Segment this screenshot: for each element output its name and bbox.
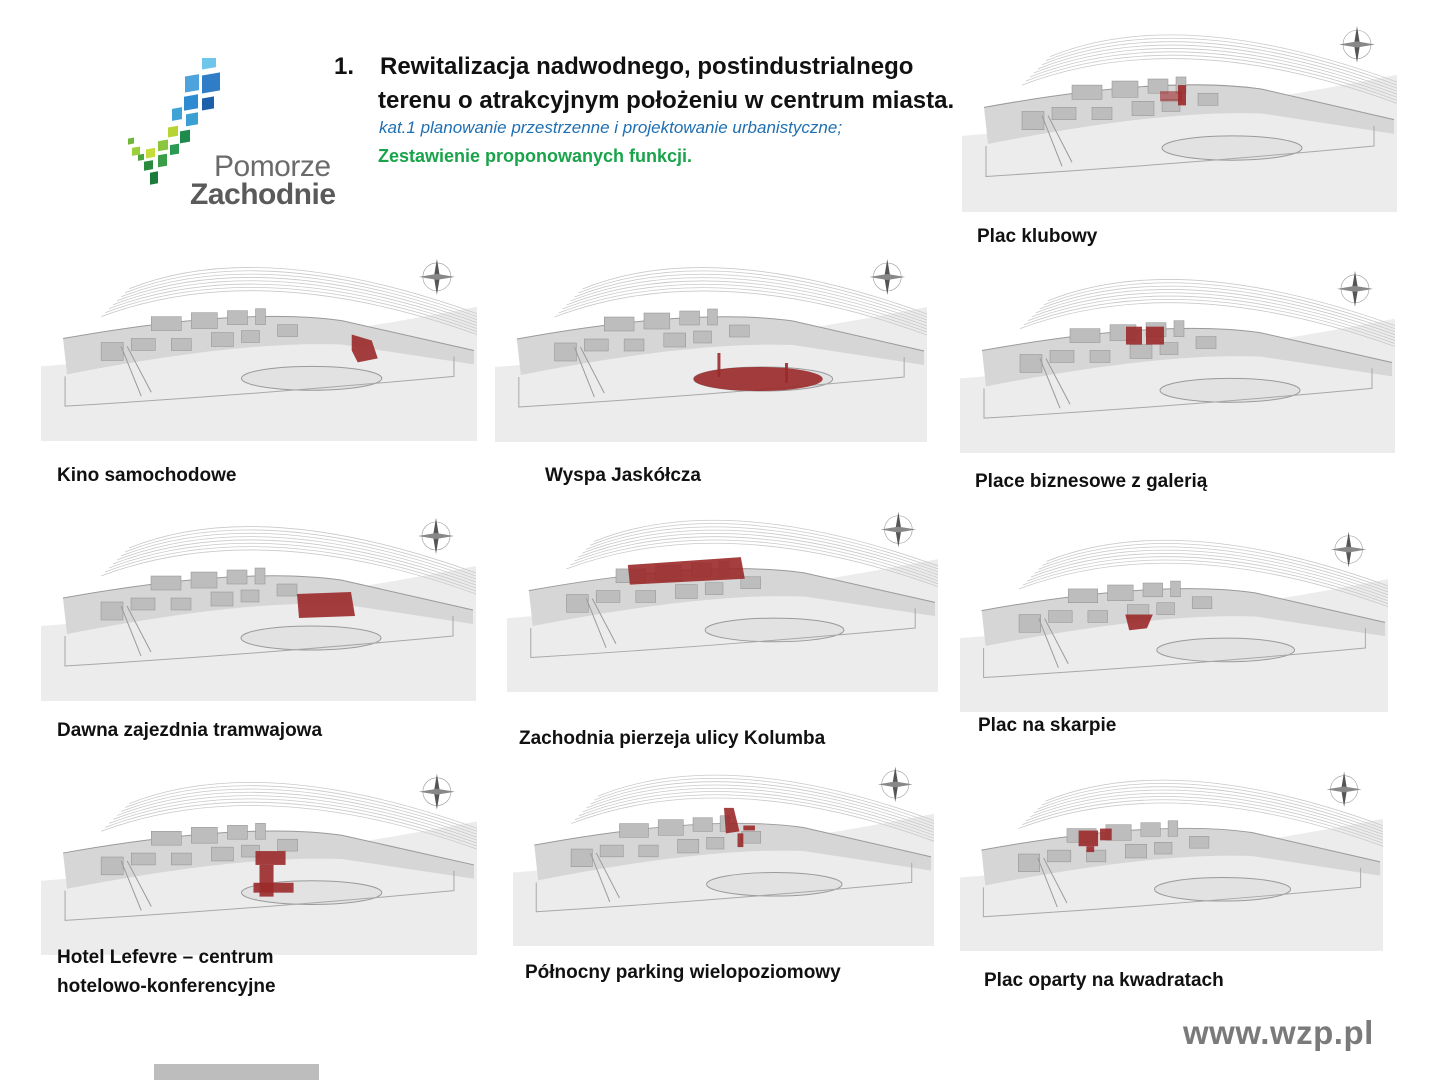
logo-text-pomorze: Pomorze [214, 150, 331, 183]
island [241, 366, 381, 390]
highlight-area [785, 363, 788, 383]
site-plan-kino [41, 247, 477, 441]
building [1108, 585, 1134, 601]
building [1068, 589, 1098, 603]
site-plan-drawing [960, 259, 1395, 453]
title-line-2: terenu o atrakcyjnym położeniu w centrum miasta. [378, 87, 955, 114]
building [1196, 337, 1216, 349]
building [1052, 107, 1076, 119]
building [1018, 854, 1039, 872]
building [1198, 93, 1218, 105]
highlight-area [297, 592, 355, 618]
building [1130, 345, 1152, 359]
building [619, 824, 648, 838]
highlight-area [1100, 829, 1112, 841]
building [1125, 844, 1146, 858]
building [278, 839, 298, 851]
building [658, 820, 683, 836]
site-plan-zajezdnia [41, 506, 476, 701]
caption-plac-klubowy: Plac klubowy [977, 226, 1098, 247]
building [729, 325, 749, 337]
subtitle-text: Zestawienie proponowanych funkcji. [378, 146, 693, 166]
building [171, 339, 191, 351]
logo-text-zachodnie: Zachodnie [190, 178, 336, 211]
building [1072, 85, 1102, 99]
highlight-area [738, 833, 744, 847]
caption-kwadraty: Plac oparty na kwadratach [984, 970, 1224, 991]
building [241, 331, 259, 343]
building [1022, 111, 1044, 129]
highlight-area [743, 826, 755, 831]
building [693, 818, 712, 832]
building [191, 572, 217, 588]
title-line-1: Rewitalizacja nadwodnego, postindustrialnego [380, 53, 914, 80]
building [678, 839, 699, 853]
building [741, 831, 760, 843]
building [675, 585, 697, 599]
site-plan-drawing [507, 500, 938, 692]
footer-url[interactable]: www.wzp.pl [1183, 1014, 1374, 1051]
building [131, 853, 155, 865]
building [664, 333, 686, 347]
building [639, 845, 658, 857]
caption-pierzeja: Zachodnia pierzeja ulicy Kolumba [519, 728, 826, 749]
building [101, 343, 123, 361]
building [694, 331, 712, 343]
building [1192, 597, 1212, 609]
highlight-area [694, 367, 823, 391]
building [131, 598, 155, 610]
site-plan-drawing [495, 247, 927, 442]
site-plan-pierzeja [507, 500, 938, 692]
building [1171, 581, 1181, 597]
building [191, 313, 217, 329]
building [1049, 611, 1073, 623]
building [101, 857, 123, 875]
building [211, 333, 233, 347]
building [1048, 850, 1071, 862]
building [1132, 101, 1154, 115]
building [571, 849, 592, 867]
building [1143, 583, 1163, 597]
building [1174, 321, 1184, 337]
building [596, 591, 620, 603]
building [680, 311, 700, 325]
building [101, 602, 123, 620]
building [131, 339, 155, 351]
building [171, 598, 191, 610]
building [211, 847, 233, 861]
caption-hotel [57, 943, 276, 1001]
building [644, 313, 670, 329]
building [151, 317, 181, 331]
building [227, 311, 247, 325]
building [227, 825, 247, 839]
island [707, 873, 842, 897]
building [1141, 823, 1160, 837]
island [705, 618, 844, 642]
site-plan-drawing [960, 760, 1383, 951]
island [241, 626, 381, 650]
caption-parking: Północny parking wielopoziomowy [525, 962, 841, 983]
building [227, 570, 247, 584]
building [241, 590, 259, 602]
site-plan-hotel [41, 762, 477, 955]
building [555, 343, 577, 361]
building [636, 591, 656, 603]
site-plan-parking [513, 755, 934, 946]
building [1168, 821, 1178, 837]
caption-hotel-line-2: hotelowo-konferencyjne [57, 976, 276, 997]
building [151, 576, 181, 590]
highlight-area [717, 353, 720, 377]
building [1154, 842, 1172, 854]
building [278, 325, 298, 337]
island [1160, 378, 1300, 402]
building [191, 827, 217, 843]
building [584, 339, 608, 351]
highlight-area [1126, 327, 1142, 345]
building [255, 823, 265, 839]
highlight-area [1086, 846, 1094, 852]
building [624, 339, 644, 351]
building [1157, 603, 1175, 615]
title-number: 1. [334, 53, 355, 80]
caption-kino: Kino samochodowe [57, 465, 237, 486]
bottom-bar [154, 1064, 319, 1080]
building [255, 309, 265, 325]
highlight-area [253, 883, 293, 893]
island [1162, 136, 1302, 160]
site-plan-kwadraty [960, 760, 1383, 951]
caption-place-biznesowe: Place biznesowe z galerią [975, 471, 1208, 492]
building [211, 592, 233, 606]
caption-hotel-line-1: Hotel Lefevre – centrum [57, 947, 274, 968]
building [1050, 351, 1074, 363]
site-plan-drawing [962, 14, 1397, 212]
slide-title [334, 50, 954, 118]
island [1154, 878, 1290, 902]
building [707, 837, 724, 849]
site-plan-drawing [41, 762, 477, 955]
building [1092, 107, 1112, 119]
site-plan-wyspa [495, 247, 927, 442]
highlight-area [255, 851, 285, 865]
building [1088, 611, 1108, 623]
site-plan-drawing [41, 506, 476, 701]
building [1020, 355, 1042, 373]
building [171, 853, 191, 865]
caption-skarpa: Plac na skarpie [978, 715, 1117, 736]
caption-wyspa: Wyspa Jaskółcza [545, 465, 701, 486]
site-plan-place-biznesowe [960, 259, 1395, 453]
category-text: kat.1 planowanie przestrzenne i projektowanie urbanistyczne; [379, 118, 843, 137]
site-plan-skarpa [960, 520, 1388, 712]
site-plan-drawing [41, 247, 477, 441]
building [1090, 351, 1110, 363]
site-plan-drawing [960, 520, 1388, 712]
caption-zajezdnia: Dawna zajezdnia tramwajowa [57, 720, 323, 741]
site-plan-drawing [513, 755, 934, 946]
building [566, 595, 588, 613]
building [1148, 79, 1168, 93]
building [604, 317, 634, 331]
building [255, 568, 265, 584]
building [1189, 836, 1208, 848]
building [277, 584, 297, 596]
building [600, 845, 623, 857]
building [1019, 615, 1041, 633]
building [708, 309, 718, 325]
site-plan-plac-klubowy [962, 14, 1397, 212]
building [1112, 81, 1138, 97]
building [1070, 329, 1100, 343]
highlight-area [1146, 327, 1164, 345]
building [151, 831, 181, 845]
island [1157, 638, 1295, 662]
highlight-area [1079, 831, 1098, 847]
building [705, 583, 723, 595]
highlight-area [1160, 91, 1182, 101]
